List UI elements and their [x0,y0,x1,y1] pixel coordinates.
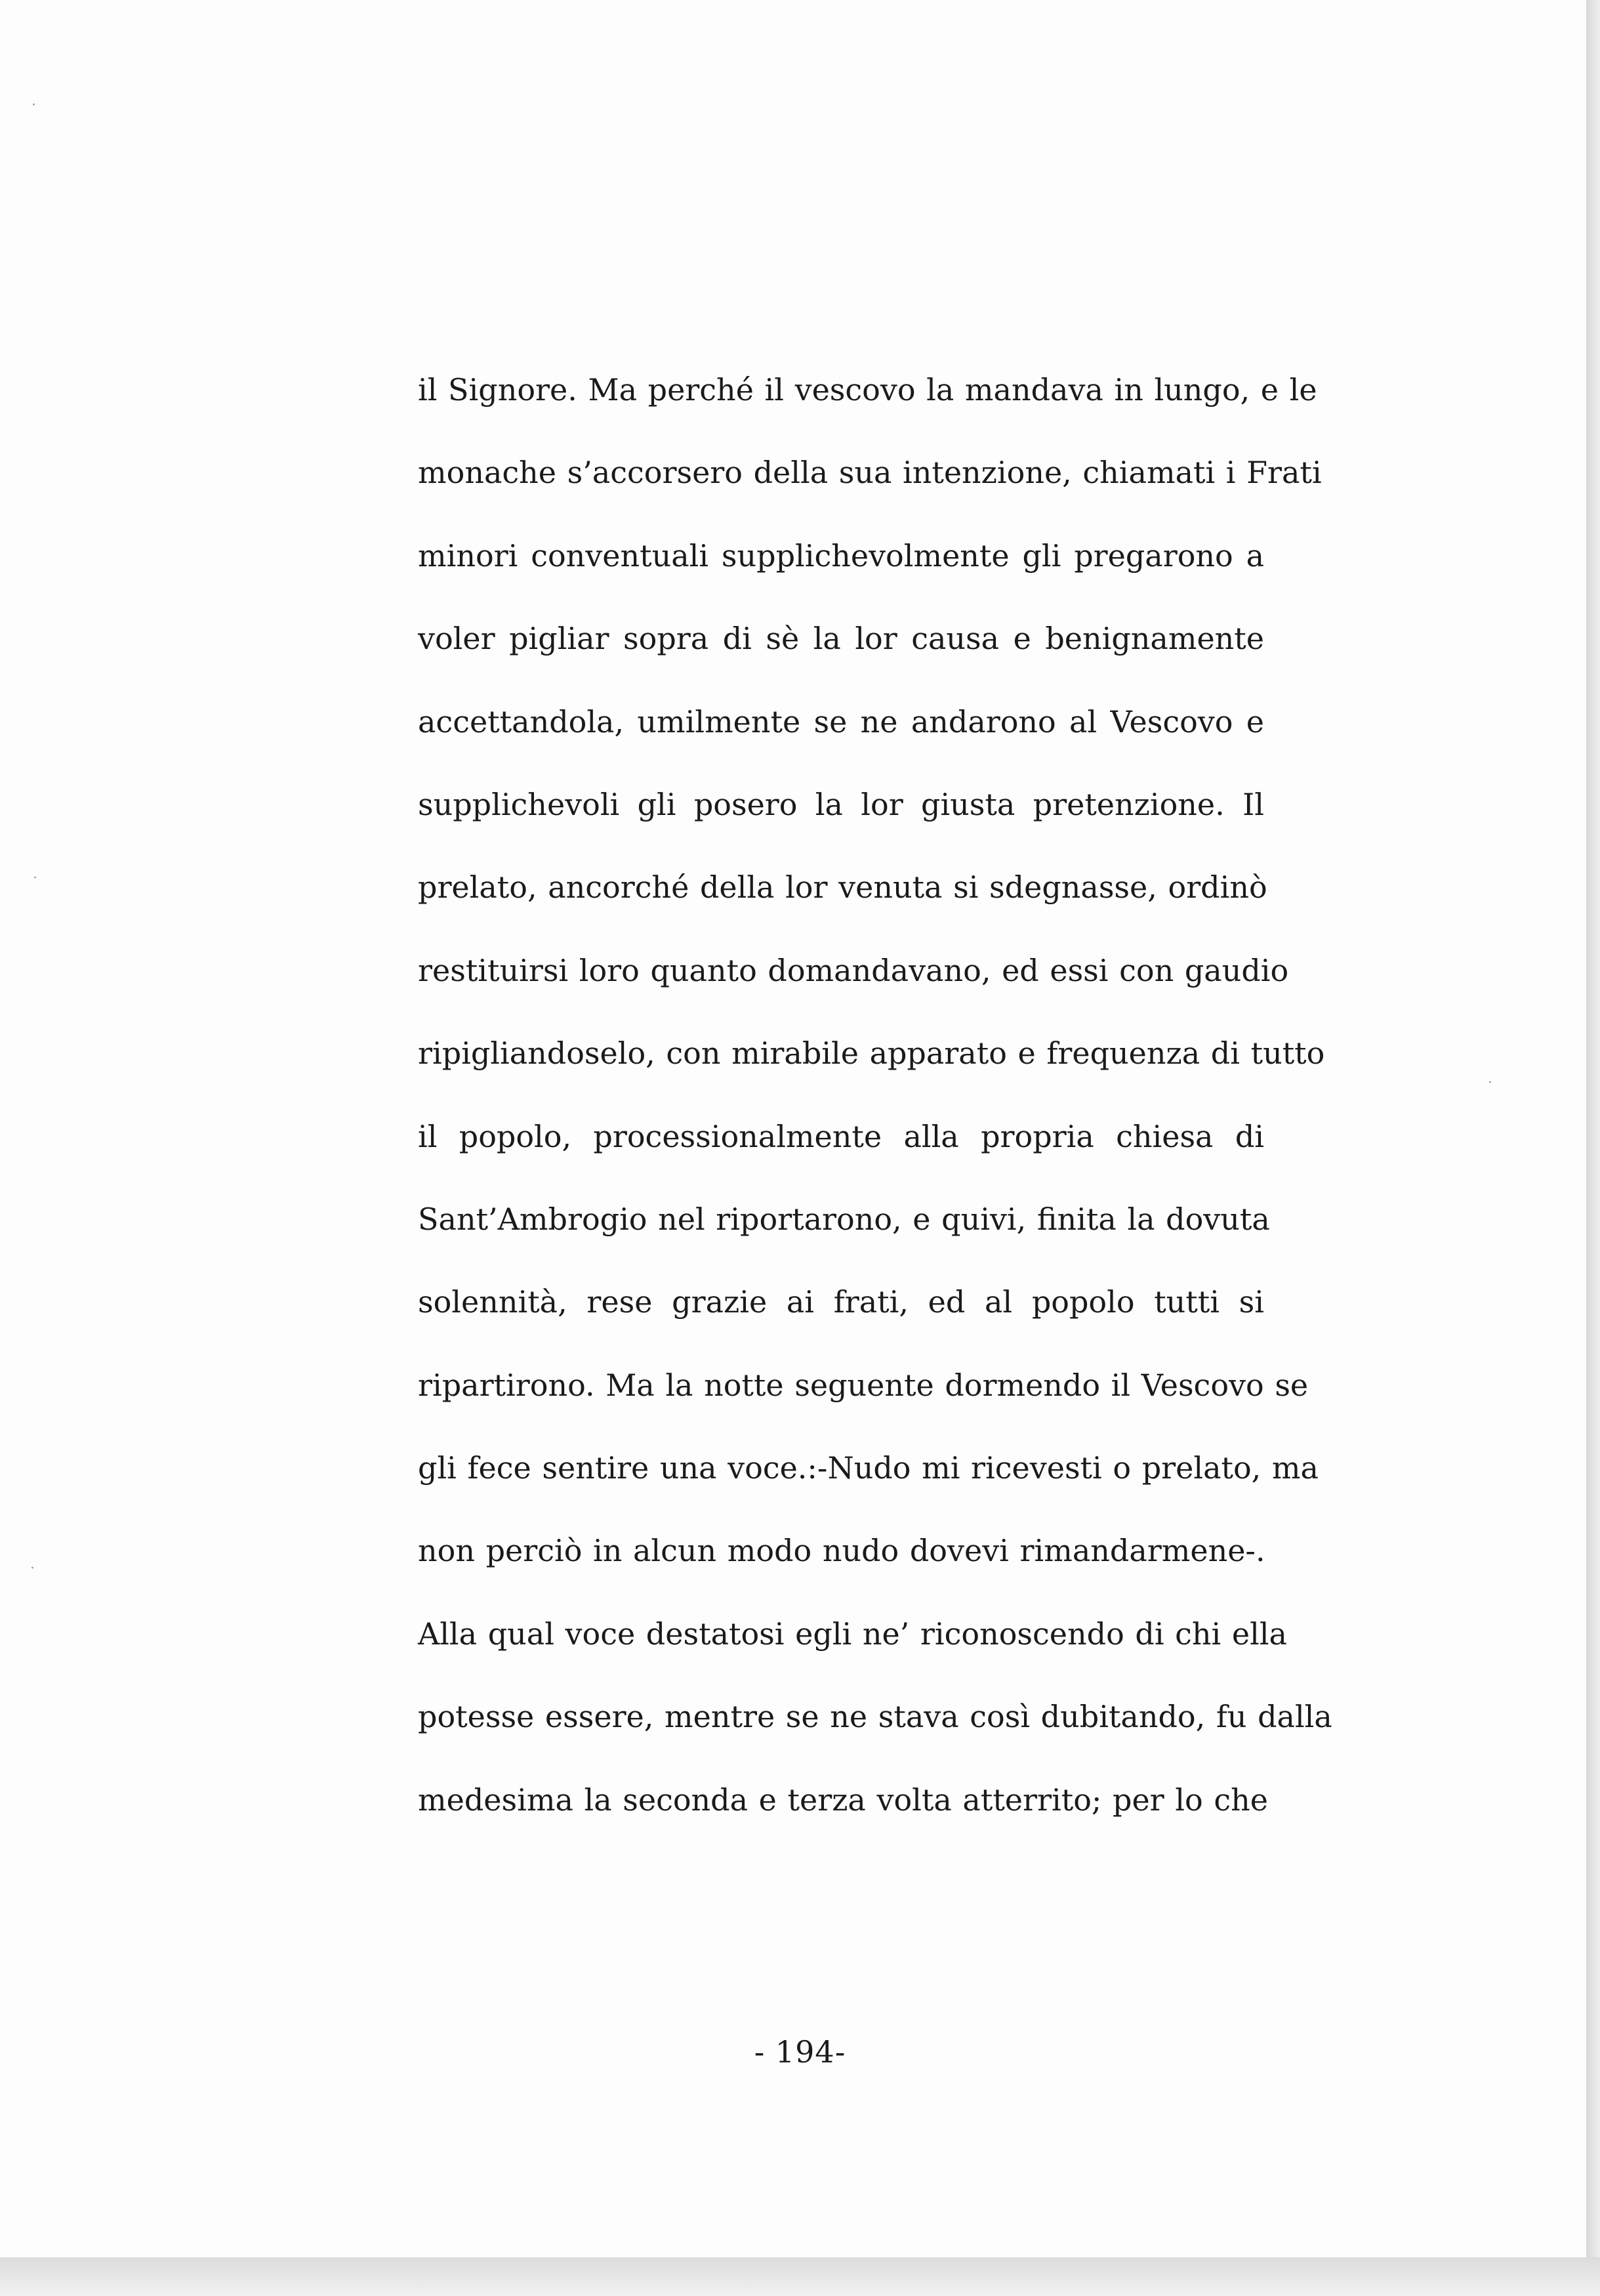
text-line: solennità, rese grazie ai frati, ed al popolo tutti si [418,1284,1264,1320]
text-line: non perciò in alcun modo nudo dovevi rimandarmene-. [418,1533,1265,1569]
page-number: - 194- [754,2034,846,2070]
text-line: Sant’Ambrogio nel riportarono, e quivi, finita la dovuta [418,1201,1270,1237]
text-line: voler pigliar sopra di sè la lor causa e benignamente [418,621,1264,657]
text-line: monache s’accorsero della sua intenzione, chiamati i Frati [418,455,1322,491]
text-line: ripigliandoselo, con mirabile apparato e frequenza di tutto [418,1035,1325,1072]
text-line: ripartirono. Ma la notte seguente dormendo il Vescovo se [418,1367,1309,1403]
scan-speck: · [1488,1075,1492,1091]
text-line: gli fece sentire una voce.:-Nudo mi ricevesti o prelato, ma [418,1450,1319,1486]
text-line: potesse essere, mentre se ne stava così dubitando, fu dalla [418,1699,1332,1735]
text-line: il Signore. Ma perché il vescovo la mandava in lungo, e le [418,372,1317,407]
text-line: minori conventuali supplichevolmente gli pregarono a [418,537,1264,574]
text-line: restituirsi loro quanto domandavano, ed essi con gaudio [418,952,1289,988]
text-line: accettandola, umilmente se ne andarono al Vescovo e [418,703,1264,740]
body-text [418,364,1332,1857]
scan-speck: · [30,1560,35,1577]
text-line: il popolo, processionalmente alla propria chiesa di [418,1118,1264,1154]
text-line: supplichevoli gli posero la lor giusta pretenzione. Il [418,786,1264,822]
page-edge-bottom [0,2257,1600,2296]
scan-speck: · [31,97,36,114]
scan-speck: · [33,870,37,887]
text-line: prelato, ancorché della lor venuta si sdegnasse, ordinò [418,869,1267,906]
text-line: Alla qual voce destatosi egli ne’ riconoscendo di chi ella [418,1616,1287,1652]
text-line: medesima la seconda e terza volta atterrito; per lo che [418,1782,1268,1818]
page-edge-right [1586,0,1600,2296]
